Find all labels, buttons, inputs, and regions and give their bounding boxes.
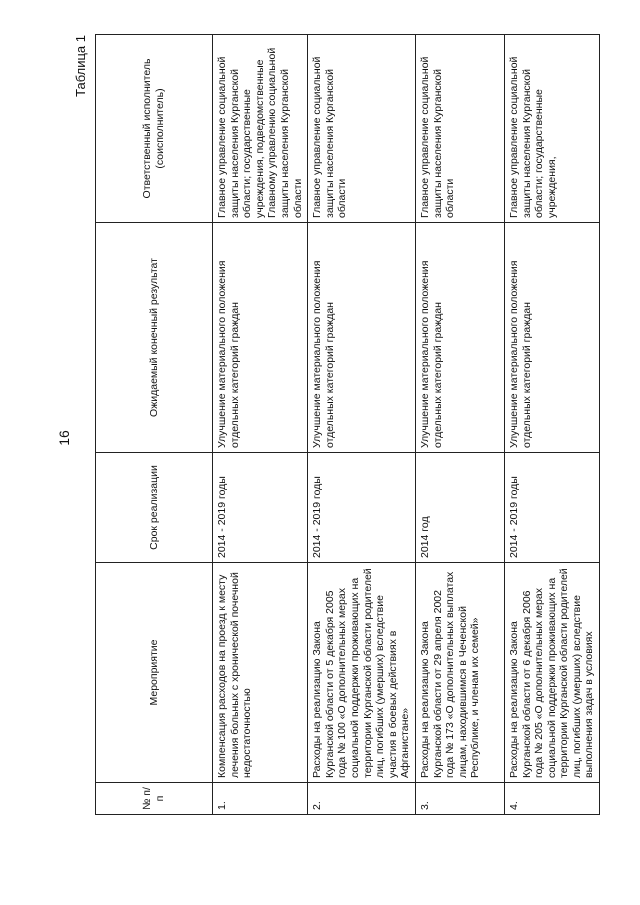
row-executor: Главное управление социальной защиты населения Курганской области; государственные учреждения, bbox=[504, 35, 599, 223]
table-caption: Таблица 1 bbox=[73, 35, 88, 97]
row-measure: Расходы на реализацию Закона Курганской области от 6 декабря 2006 года № 205 «О дополнительных мерах социальной поддержки проживающих на территории Курганской области родителей лиц, погибших (умерших) вследствие выполнения задач в условиях bbox=[504, 563, 599, 783]
row-number: 3. bbox=[415, 783, 504, 815]
row-term: 2014 - 2019 годы bbox=[213, 453, 308, 563]
header-term: Срок реализации bbox=[96, 453, 213, 563]
row-executor: Главное управление социальной защиты населения Курганской области bbox=[308, 35, 416, 223]
table-row bbox=[415, 35, 504, 815]
row-measure: Расходы на реализацию Закона Курганской области от 5 декабря 2005 года № 100 «О дополнительных мерах социальной поддержки проживающих на территории Курганской области родителей лиц, погибших (умерших) вследствие участия в боевых действиях в Афганистане» bbox=[308, 563, 416, 783]
row-number: 2. bbox=[308, 783, 416, 815]
header-executor: Ответственный исполнитель (соисполнитель) bbox=[96, 35, 213, 223]
row-result: Улучшение материального положения отдельных категорий граждан bbox=[308, 223, 416, 453]
header-number: № п/п bbox=[96, 783, 213, 815]
table-canvas bbox=[73, 35, 596, 815]
row-result: Улучшение материального положения отдельных категорий граждан bbox=[415, 223, 504, 453]
row-result: Улучшение материального положения отдельных категорий граждан bbox=[213, 223, 308, 453]
header-result: Ожидаемый конечный результат bbox=[96, 223, 213, 453]
row-measure: Расходы на реализацию Закона Курганской области от 29 апреля 2002 года № 173 «О дополнительных выплатах лицам, находившимся в Чеченской Республике, и членам их семей» bbox=[415, 563, 504, 783]
row-executor: Главное управление социальной защиты населения Курганской области; государственные учреждения, подведомственные Главному управлению социальной защиты населения Курганской области bbox=[213, 35, 308, 223]
row-executor: Главное управление социальной защиты населения Курганской области bbox=[415, 35, 504, 223]
table-row bbox=[308, 35, 416, 815]
row-term: 2014 - 2019 годы bbox=[504, 453, 599, 563]
row-number: 4. bbox=[504, 783, 599, 815]
row-term: 2014 год bbox=[415, 453, 504, 563]
measures-table bbox=[95, 34, 600, 815]
row-measure: Компенсация расходов на проезд к месту лечения больных с хронической почечной недостаточностью bbox=[213, 563, 308, 783]
table-row bbox=[504, 35, 599, 815]
rotated-page-region bbox=[73, 35, 596, 815]
row-result: Улучшение материального положения отдельных категорий граждан bbox=[504, 223, 599, 453]
table-header-row bbox=[96, 35, 213, 815]
table-row bbox=[213, 35, 308, 815]
header-measure: Мероприятие bbox=[96, 563, 213, 783]
page-number: 16 bbox=[55, 430, 72, 446]
row-term: 2014 - 2019 годы bbox=[308, 453, 416, 563]
row-number: 1. bbox=[213, 783, 308, 815]
